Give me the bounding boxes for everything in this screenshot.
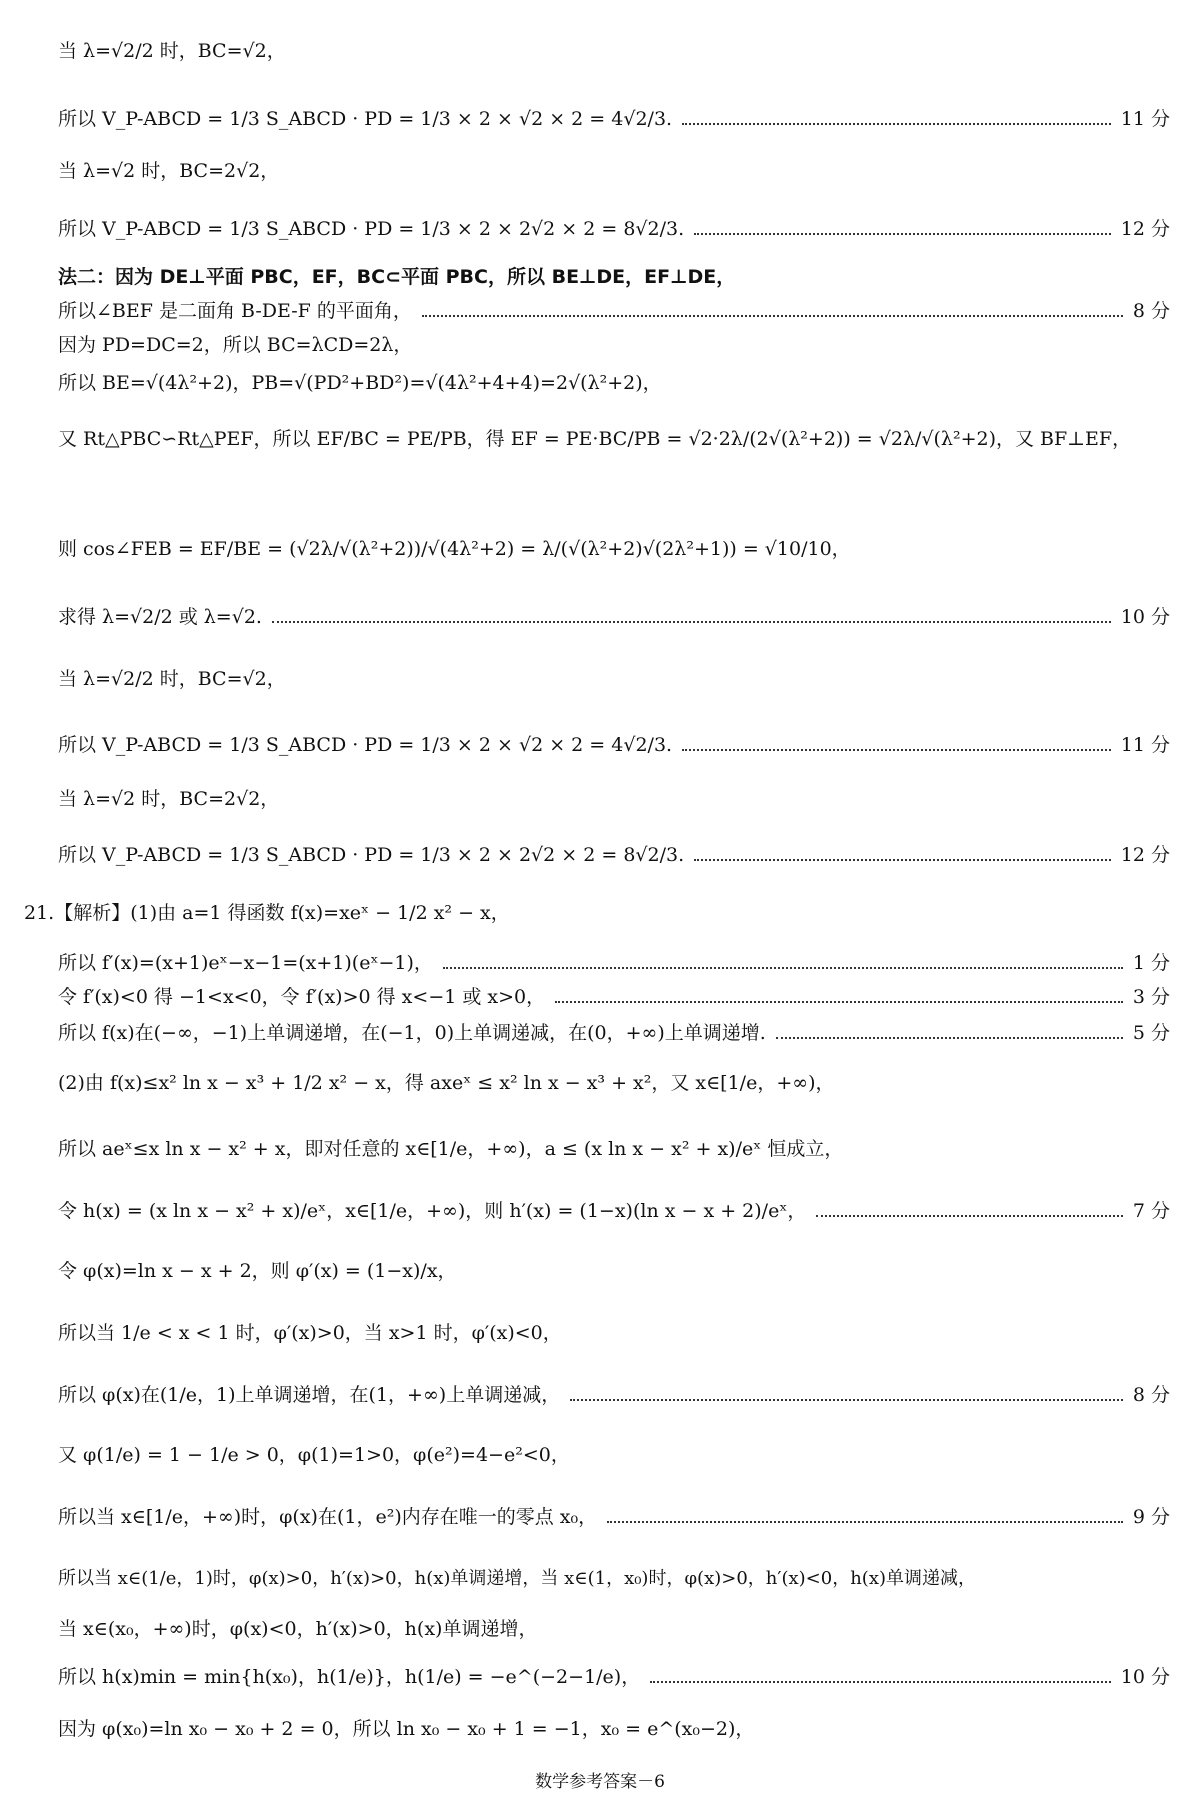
text-line: 当 x∈(x₀，+∞)时，φ(x)<0，h′(x)>0，h(x)单调递增，: [58, 1618, 538, 1640]
text-line: 所以 V_P-ABCD = 1/3 S_ABCD · PD = 1/3 × 2 × 2√2 × 2 = 8√2/3. 12 分: [58, 218, 1170, 240]
text-line: 求得 λ=√2/2 或 λ=√2. 10 分: [58, 606, 1170, 628]
text-line: (2)由 f(x)≤x² ln x − x³ + 1/2 x² − x，得 axeˣ ≤ x² ln x − x³ + x²，又 x∈[1/e，+∞)，: [58, 1072, 835, 1094]
text-line: 所以当 x∈[1/e，+∞)时，φ(x)在(1，e²)内存在唯一的零点 x₀， 9 分: [58, 1506, 1170, 1528]
text-line: 令 φ(x)=ln x − x + 2，则 φ′(x) = (1−x)/x，: [58, 1260, 457, 1282]
text-line: 所以当 x∈(1/e，1)时，φ(x)>0，h′(x)>0，h(x)单调递增，当 x∈(1，x₀)时，φ(x)>0，h′(x)<0，h(x)单调递减，: [58, 1568, 976, 1589]
text-line: 因为 φ(x₀)=ln x₀ − x₀ + 2 = 0，所以 ln x₀ − x₀ + 1 = −1，x₀ = e^(x₀−2)，: [58, 1718, 755, 1740]
text-line: 令 h(x) = (x ln x − x² + x)/eˣ，x∈[1/e，+∞)，则 h′(x) = (1−x)(ln x − x + 2)/eˣ， 7 分: [58, 1200, 1170, 1222]
text-line: 当 λ=√2 时，BC=2√2，: [58, 788, 280, 810]
score-label: 3 分: [1132, 986, 1170, 1008]
text-line: 因为 PD=DC=2，所以 BC=λCD=2λ，: [58, 334, 413, 356]
text-line: 所以 h(x)min = min{h(x₀)，h(1/e)}，h(1/e) = −e^(−2−1/e)， 10 分: [58, 1666, 1170, 1688]
text-line: 令 f′(x)<0 得 −1<x<0，令 f′(x)>0 得 x<−1 或 x>0， 3 分: [58, 986, 1170, 1008]
text-line: 所以 f(x)在(−∞，−1)上单调递增，在(−1，0)上单调递减，在(0，+∞)上单调递增. 5 分: [58, 1022, 1170, 1044]
score-label: 1 分: [1132, 952, 1170, 974]
text-line: 所以当 1/e < x < 1 时，φ′(x)>0，当 x>1 时，φ′(x)<0，: [58, 1322, 562, 1344]
score-label: 7 分: [1132, 1200, 1170, 1222]
text-line: 又 φ(1/e) = 1 − 1/e > 0，φ(1)=1>0，φ(e²)=4−e²<0，: [58, 1444, 570, 1466]
text-line: 21.【解析】(1)由 a=1 得函数 f(x)=xeˣ − 1/2 x² − x，: [24, 902, 510, 924]
text-line: 则 cos∠FEB = EF/BE = (√2λ/√(λ²+2))/√(4λ²+2) = λ/(√(λ²+2)√(2λ²+1)) = √10/10，: [58, 538, 851, 560]
text-line: 所以 V_P-ABCD = 1/3 S_ABCD · PD = 1/3 × 2 × √2 × 2 = 4√2/3. 11 分: [58, 108, 1170, 130]
text-line: 所以 V_P-ABCD = 1/3 S_ABCD · PD = 1/3 × 2 × 2√2 × 2 = 8√2/3. 12 分: [58, 844, 1170, 866]
text-line: 所以 φ(x)在(1/e，1)上单调递增，在(1，+∞)上单调递减， 8 分: [58, 1384, 1170, 1406]
text-line: 所以 f′(x)=(x+1)eˣ−x−1=(x+1)(eˣ−1)， 1 分: [58, 952, 1170, 974]
text-line: 所以 aeˣ≤x ln x − x² + x，即对任意的 x∈[1/e，+∞)，a ≤ (x ln x − x² + x)/eˣ 恒成立，: [58, 1138, 844, 1160]
text-line: 所以 BE=√(4λ²+2)，PB=√(PD²+BD²)=√(4λ²+4+4)=2√(λ²+2)，: [58, 372, 662, 394]
score-label: 8 分: [1132, 1384, 1170, 1406]
text-line: 当 λ=√2 时，BC=2√2，: [58, 160, 280, 182]
text-line: 所以 V_P-ABCD = 1/3 S_ABCD · PD = 1/3 × 2 × √2 × 2 = 4√2/3. 11 分: [58, 734, 1170, 756]
text-line: 当 λ=√2/2 时，BC=√2，: [58, 668, 286, 690]
page-footer: 数学参考答案－6: [535, 1772, 665, 1792]
score-label: 8 分: [1132, 300, 1170, 322]
score-label: 12 分: [1120, 844, 1170, 866]
text-line: 又 Rt△PBC∽Rt△PEF，所以 EF/BC = PE/PB，得 EF = PE·BC/PB = √2·2λ/(2√(λ²+2)) = √2λ/√(λ²+2)，又 BF⊥EF，: [58, 428, 1132, 450]
text-line: 法二：因为 DE⊥平面 PBC，EF，BC⊂平面 PBC，所以 BE⊥DE，EF⊥DE，: [58, 266, 736, 288]
score-label: 10 分: [1120, 606, 1170, 628]
score-label: 11 分: [1120, 734, 1170, 756]
score-label: 5 分: [1132, 1022, 1170, 1044]
text-line: 当 λ=√2/2 时，BC=√2，: [58, 40, 286, 62]
score-label: 11 分: [1120, 108, 1170, 130]
text-line: 所以∠BEF 是二面角 B-DE-F 的平面角， 8 分: [58, 300, 1170, 322]
score-label: 9 分: [1132, 1506, 1170, 1528]
score-label: 12 分: [1120, 218, 1170, 240]
score-label: 10 分: [1120, 1666, 1170, 1688]
